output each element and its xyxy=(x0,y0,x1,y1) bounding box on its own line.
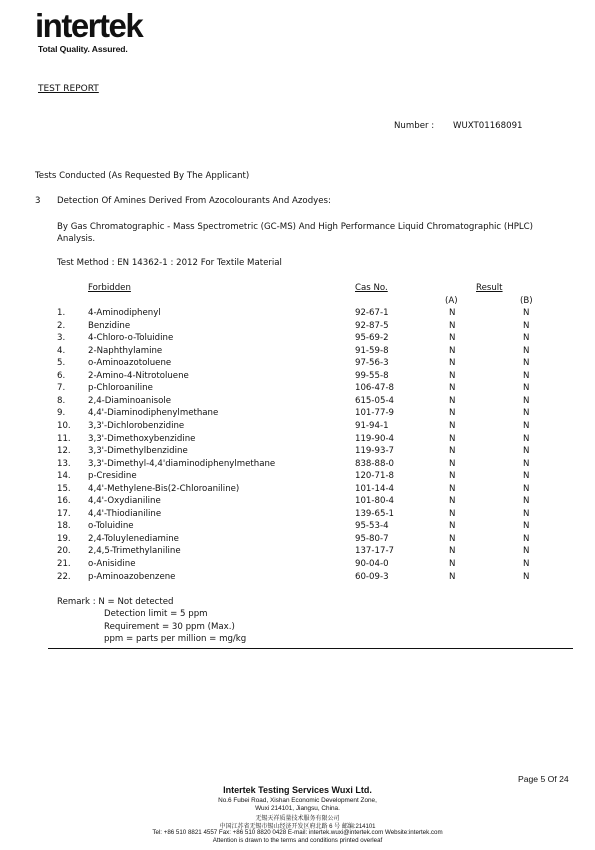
result-b: N xyxy=(523,370,530,381)
result-b: N xyxy=(523,483,530,494)
result-b: N xyxy=(523,533,530,544)
intertek-logo: intertek xyxy=(35,7,143,44)
result-a: N xyxy=(449,546,456,557)
section-title: Detection Of Amines Derived From Azocolourants And Azodyes: xyxy=(57,196,331,206)
table-row xyxy=(0,521,595,534)
row-number: 11. xyxy=(57,433,71,444)
method-description: By Gas Chromatographic - Mass Spectrometric (GC-MS) And High Performance Liquid Chromatographic (HPLC) xyxy=(57,222,534,232)
cas-number: 95-53-4 xyxy=(355,521,389,532)
cas-number: 97-56-3 xyxy=(355,358,389,369)
row-number: 3. xyxy=(57,333,66,344)
logo-tagline: Total Quality. Assured. xyxy=(38,44,128,54)
row-number: 10. xyxy=(57,420,71,431)
remark-requirement: Requirement = 30 ppm (Max.) xyxy=(104,622,235,632)
cas-number: 95-80-7 xyxy=(355,533,389,544)
amine-name: 4-Aminodiphenyl xyxy=(88,308,161,318)
cas-number: 120-71-8 xyxy=(355,471,395,482)
cas-number: 60-09-3 xyxy=(355,571,389,582)
table-row xyxy=(0,534,595,547)
row-number: 9. xyxy=(57,408,66,419)
table-row xyxy=(0,509,595,522)
row-number: 17. xyxy=(57,508,71,519)
result-a: N xyxy=(449,559,456,569)
table-row xyxy=(0,408,595,421)
cas-number: 106-47-8 xyxy=(355,383,395,394)
table-row xyxy=(0,471,595,484)
result-b: N xyxy=(523,571,530,582)
row-number: 4. xyxy=(57,345,66,356)
row-number: 12. xyxy=(57,446,71,457)
result-b: N xyxy=(523,358,530,369)
row-number: 13. xyxy=(57,458,71,469)
footer-chinese-name: 无锡天祥质量技术服务有限公司 xyxy=(255,816,340,822)
result-b: N xyxy=(523,433,530,444)
amine-name: o-Toluidine xyxy=(88,521,134,532)
amine-name: 4,4'-Methylene-Bis(2-Chloroaniline) xyxy=(88,483,240,494)
row-number: 14. xyxy=(57,471,71,482)
result-b: N xyxy=(523,508,530,519)
result-b: N xyxy=(523,345,530,356)
cas-number: 615-05-4 xyxy=(355,395,395,406)
result-a: N xyxy=(449,571,456,582)
cas-number: 101-77-9 xyxy=(355,408,395,419)
result-b: N xyxy=(523,308,530,318)
table-row xyxy=(0,346,595,359)
result-a: N xyxy=(449,521,456,532)
cas-number: 101-14-4 xyxy=(355,483,395,494)
footer-notice: Attention is drawn to the terms and conditions printed overleaf xyxy=(212,837,383,844)
test-method: Test Method : EN 14362-1 : 2012 For Textile Material xyxy=(57,258,282,268)
result-b: N xyxy=(523,496,530,507)
amine-name: 3,3'-Dimethylbenzidine xyxy=(88,446,188,457)
amine-name: p-Cresidine xyxy=(88,471,137,482)
result-a: N xyxy=(449,308,456,318)
cas-number: 90-04-0 xyxy=(355,559,389,569)
row-number: 19. xyxy=(57,533,71,544)
report-title: TEST REPORT xyxy=(38,84,99,94)
table-row xyxy=(0,484,595,497)
cas-number: 99-55-8 xyxy=(355,370,389,381)
section-number: 3 xyxy=(35,196,41,206)
row-number: 21. xyxy=(57,559,71,569)
result-a: N xyxy=(449,433,456,444)
result-a: N xyxy=(449,508,456,519)
result-a: N xyxy=(449,333,456,344)
footer-company: Intertek Testing Services Wuxi Ltd. xyxy=(223,785,372,795)
amine-name: 2,4-Toluylenediamine xyxy=(88,533,179,544)
amine-name: p-Aminoazobenzene xyxy=(88,571,176,582)
row-number: 20. xyxy=(57,546,71,557)
row-number: 2. xyxy=(57,320,66,331)
footer-contact: Tel: +86 510 8821 4557 Fax: +86 510 8820 0428 E-mail: intertek.wuxi@intertek.com Website:intertek.com xyxy=(152,829,443,836)
result-a: N xyxy=(449,320,456,331)
report-number-label: Number : xyxy=(394,121,435,131)
col-header-a: (A) xyxy=(445,296,458,306)
result-b: N xyxy=(523,333,530,344)
table-row xyxy=(0,546,595,559)
cas-number: 95-69-2 xyxy=(355,333,389,344)
cas-number: 92-67-1 xyxy=(355,308,389,318)
table-row xyxy=(0,333,595,346)
result-a: N xyxy=(449,358,456,369)
row-number: 7. xyxy=(57,383,66,394)
result-b: N xyxy=(523,420,530,431)
amine-name: 4-Chloro-o-Toluidine xyxy=(88,333,174,344)
report-number-value: WUXT01168091 xyxy=(453,121,523,131)
table-row xyxy=(0,371,595,384)
col-header-result: Result xyxy=(476,283,503,293)
amine-name: 4,4'-Diaminodiphenylmethane xyxy=(88,408,219,419)
table-row xyxy=(0,421,595,434)
result-a: N xyxy=(449,420,456,431)
result-a: N xyxy=(449,395,456,406)
amine-name: o-Anisidine xyxy=(88,559,136,569)
cas-number: 91-94-1 xyxy=(355,420,389,431)
result-b: N xyxy=(523,559,530,569)
result-a: N xyxy=(449,483,456,494)
footer-address-line2: Wuxi 214101, Jiangsu, China. xyxy=(255,805,340,812)
cas-number: 137-17-7 xyxy=(355,546,395,557)
table-row xyxy=(0,308,595,321)
result-b: N xyxy=(523,471,530,482)
result-a: N xyxy=(449,345,456,356)
table-row xyxy=(0,446,595,459)
result-b: N xyxy=(523,458,530,469)
result-a: N xyxy=(449,408,456,419)
table-row xyxy=(0,559,595,572)
result-a: N xyxy=(449,471,456,482)
amine-name: 4,4'-Thiodianiline xyxy=(88,508,162,519)
cas-number: 838-88-0 xyxy=(355,458,395,469)
cas-number: 119-93-7 xyxy=(355,446,395,457)
row-number: 22. xyxy=(57,571,71,582)
page-number: Page 5 Of 24 xyxy=(518,774,569,784)
table-row xyxy=(0,358,595,371)
row-number: 16. xyxy=(57,496,71,507)
table-row xyxy=(0,321,595,334)
remark-detection-limit: Detection limit = 5 ppm xyxy=(104,609,208,619)
col-header-cas: Cas No. xyxy=(355,283,388,293)
amine-name: 3,3'-Dimethoxybenzidine xyxy=(88,433,196,444)
amine-name: 2-Amino-4-Nitrotoluene xyxy=(88,370,189,381)
footer-chinese-address: 中国江苏省无锡市锡山经济开发区府北路 6 号 邮编:214101 xyxy=(219,824,376,830)
cas-number: 91-59-8 xyxy=(355,345,389,356)
table-row xyxy=(0,496,595,509)
result-a: N xyxy=(449,446,456,457)
remark-ppm-definition: ppm = parts per million = mg/kg xyxy=(104,634,247,644)
row-number: 15. xyxy=(57,483,71,494)
remark-label: Remark : N = Not detected xyxy=(57,597,174,607)
amine-name: 3,3'-Dichlorobenzidine xyxy=(88,420,185,431)
table-row xyxy=(0,383,595,396)
amine-name: 2,4,5-Trimethylaniline xyxy=(88,546,181,557)
amine-name: 3,3'-Dimethyl-4,4'diaminodiphenylmethane xyxy=(88,458,276,469)
amine-name: o-Aminoazotoluene xyxy=(88,358,172,369)
row-number: 8. xyxy=(57,395,66,406)
cas-number: 119-90-4 xyxy=(355,433,395,444)
result-b: N xyxy=(523,446,530,457)
section-divider xyxy=(48,648,573,649)
result-b: N xyxy=(523,320,530,331)
footer-address-line1: No.6 Fubei Road, Xishan Economic Development Zone, xyxy=(218,797,377,804)
cas-number: 92-87-5 xyxy=(355,320,389,331)
row-number: 18. xyxy=(57,521,71,532)
cas-number: 101-80-4 xyxy=(355,496,395,507)
table-row xyxy=(0,434,595,447)
amine-name: 2-Naphthylamine xyxy=(88,345,163,356)
result-b: N xyxy=(523,408,530,419)
result-b: N xyxy=(523,546,530,557)
amine-name: 4,4'-Oxydianiline xyxy=(88,496,161,507)
row-number: 5. xyxy=(57,358,66,369)
col-header-forbidden: Forbidden xyxy=(88,283,131,293)
result-a: N xyxy=(449,383,456,394)
row-number: 1. xyxy=(57,308,66,318)
method-description-cont: Analysis. xyxy=(57,234,96,244)
table-row xyxy=(0,459,595,472)
amine-name: p-Chloroaniline xyxy=(88,383,153,394)
cas-number: 139-65-1 xyxy=(355,508,395,519)
result-b: N xyxy=(523,383,530,394)
row-number: 6. xyxy=(57,370,66,381)
result-b: N xyxy=(523,395,530,406)
table-row xyxy=(0,572,595,585)
result-a: N xyxy=(449,458,456,469)
amine-name: Benzidine xyxy=(88,320,131,331)
result-a: N xyxy=(449,496,456,507)
result-a: N xyxy=(449,370,456,381)
table-row xyxy=(0,396,595,409)
result-a: N xyxy=(449,533,456,544)
result-b: N xyxy=(523,521,530,532)
amine-name: 2,4-Diaminoanisole xyxy=(88,395,172,406)
tests-conducted-heading: Tests Conducted (As Requested By The Applicant) xyxy=(35,171,250,181)
col-header-b: (B) xyxy=(520,296,533,306)
